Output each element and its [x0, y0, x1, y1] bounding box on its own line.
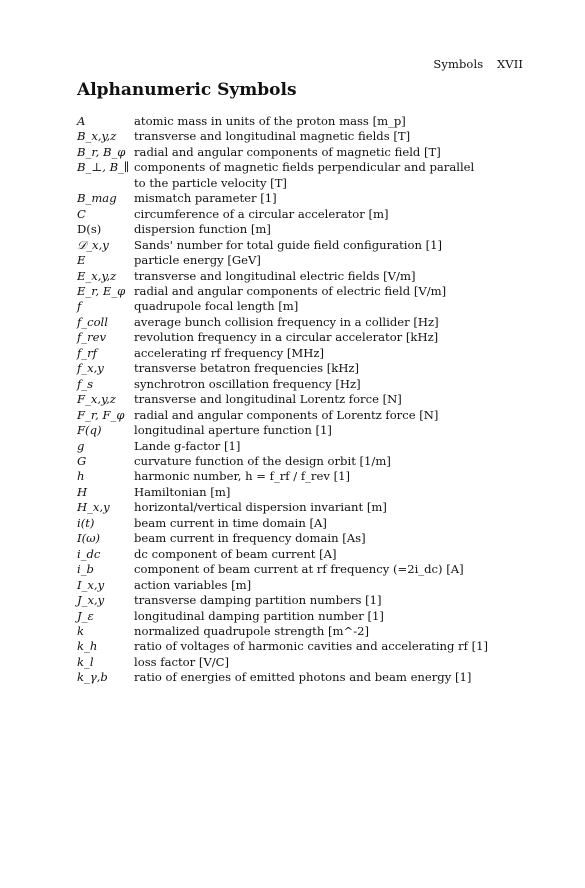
- symbol-row: [77, 346, 547, 361]
- symbol-notation: g: [77, 438, 85, 453]
- symbol-notation: f_rf: [77, 345, 97, 360]
- symbol-row: [77, 531, 547, 546]
- symbol-row: [77, 469, 547, 484]
- symbol-row: [77, 299, 547, 314]
- symbol-description: Hamiltonian [m]: [134, 484, 231, 499]
- symbol-notation: G: [77, 453, 87, 468]
- symbol-row: [77, 439, 547, 454]
- symbol-notation: f_coll: [77, 314, 108, 329]
- symbol-description: horizontal/vertical dispersion invariant [m]: [134, 500, 387, 515]
- symbol-row: [77, 145, 547, 160]
- symbol-notation: k_γ,b: [77, 670, 108, 685]
- symbol-notation: B_r, B_φ: [77, 144, 126, 159]
- symbol-row: [77, 129, 547, 144]
- symbol-notation: B_x,y,z: [77, 129, 117, 144]
- symbol-description: harmonic number, h = f_rf / f_rev [1]: [134, 469, 350, 484]
- symbol-row: [77, 114, 547, 129]
- symbol-row: [77, 392, 547, 407]
- symbol-row: [77, 253, 547, 268]
- symbol-notation: D(s): [77, 222, 102, 237]
- symbol-description: quadrupole focal length [m]: [134, 299, 299, 314]
- symbol-notation: E_x,y,z: [77, 268, 117, 283]
- symbol-description: Sands' number for total guide field configuration [1]: [134, 237, 443, 252]
- symbol-notation: C: [77, 206, 86, 221]
- symbol-description: curvature function of the design orbit [1/m]: [134, 453, 391, 468]
- symbol-description: synchrotron oscillation frequency [Hz]: [134, 376, 361, 391]
- symbol-description: normalized quadrupole strength [m^-2]: [134, 623, 370, 638]
- symbol-notation: H: [77, 484, 88, 499]
- symbol-notation: I(ω): [77, 531, 101, 546]
- symbol-notation: B_⊥, B_∥: [77, 160, 130, 175]
- symbol-description: transverse and longitudinal electric fields [V/m]: [134, 268, 416, 283]
- symbol-description: dc component of beam current [A]: [134, 546, 337, 561]
- symbol-row: [77, 377, 547, 392]
- symbol-row: [77, 593, 547, 608]
- symbol-notation: f_x,y: [77, 361, 104, 376]
- symbol-description: longitudinal aperture function [1]: [134, 423, 332, 438]
- symbol-notation: k: [77, 623, 85, 638]
- symbol-notation: I_x,y: [77, 577, 105, 592]
- symbol-row: [77, 516, 547, 531]
- symbol-description: radial and angular components of magnetic field [T]: [134, 144, 441, 159]
- symbol-row: [77, 670, 547, 685]
- symbol-row: [77, 408, 547, 423]
- symbol-notation: i(t): [77, 515, 95, 530]
- symbol-description: transverse damping partition numbers [1]: [134, 593, 382, 608]
- symbol-row: [77, 655, 547, 670]
- symbol-description: atomic mass in units of the proton mass [m_p]: [134, 114, 406, 128]
- header-page-number: XVII: [497, 57, 523, 71]
- symbol-description: radial and angular components of Lorentz force [N]: [134, 407, 439, 422]
- symbol-row: [77, 578, 547, 593]
- symbol-description: transverse betatron frequencies [kHz]: [134, 361, 360, 376]
- symbol-notation: k_l: [77, 654, 94, 669]
- symbol-row: [77, 191, 547, 206]
- header-section-name: Symbols: [433, 57, 484, 71]
- symbol-description: ratio of energies of emitted photons and beam energy [1]: [134, 670, 472, 685]
- symbol-description: particle energy [GeV]: [134, 253, 261, 268]
- symbol-row: [77, 624, 547, 639]
- symbol-notation: A: [77, 114, 86, 128]
- symbol-description: transverse and longitudinal magnetic fields [T]: [134, 129, 411, 144]
- symbol-description: components of magnetic fields perpendicular and parallel to the particle velocity [T]: [134, 160, 475, 190]
- symbol-notation: i_dc: [77, 546, 101, 561]
- symbol-row: [77, 639, 547, 654]
- symbol-description: dispersion function [m]: [134, 222, 271, 237]
- symbol-row: [77, 562, 547, 577]
- symbol-row: [77, 207, 547, 222]
- symbol-list: [77, 114, 547, 686]
- symbol-notation: f_s: [77, 376, 94, 391]
- symbol-description: longitudinal damping partition number [1]: [134, 608, 384, 623]
- symbol-row: [77, 485, 547, 500]
- running-header: [433, 57, 523, 71]
- symbol-notation: h: [77, 469, 85, 484]
- symbol-description: ratio of voltages of harmonic cavities and accelerating rf [1]: [134, 639, 489, 654]
- symbol-notation: E: [77, 253, 86, 268]
- symbol-notation: H_x,y: [77, 500, 110, 515]
- symbol-notation: f: [77, 299, 82, 314]
- symbol-notation: i_b: [77, 562, 94, 577]
- symbol-notation: F(q): [77, 423, 102, 438]
- symbol-description: mismatch parameter [1]: [134, 191, 277, 206]
- symbol-row: [77, 361, 547, 376]
- symbol-description: beam current in time domain [A]: [134, 515, 327, 530]
- symbol-description: action variables [m]: [134, 577, 252, 592]
- symbol-description: transverse and longitudinal Lorentz force [N]: [134, 392, 402, 407]
- symbol-description: average bunch collision frequency in a collider [Hz]: [134, 314, 439, 329]
- symbol-notation: k_h: [77, 639, 98, 654]
- symbol-description: component of beam current at rf frequency (=2i_dc) [A]: [134, 562, 464, 577]
- symbol-notation: J_ε: [77, 608, 94, 623]
- symbol-description: revolution frequency in a circular accelerator [kHz]: [134, 330, 439, 345]
- symbol-notation: B_mag: [77, 191, 117, 206]
- symbol-row: [77, 238, 547, 253]
- symbol-row: [77, 284, 547, 299]
- symbol-row: [77, 330, 547, 345]
- symbol-notation: F_x,y,z: [77, 392, 116, 407]
- symbol-description: accelerating rf frequency [MHz]: [134, 345, 325, 360]
- symbol-description: circumference of a circular accelerator [m]: [134, 206, 389, 221]
- symbol-row: [77, 423, 547, 438]
- symbol-row: [77, 160, 547, 191]
- symbol-row: [77, 547, 547, 562]
- symbol-notation: E_r, E_φ: [77, 283, 126, 298]
- symbol-description: loss factor [V/C]: [134, 654, 230, 669]
- symbol-description: beam current in frequency domain [As]: [134, 531, 366, 546]
- symbol-notation: 𝒟_x,y: [77, 237, 109, 252]
- symbol-notation: J_x,y: [77, 593, 105, 608]
- symbol-row: [77, 609, 547, 624]
- symbol-row: [77, 454, 547, 469]
- symbol-row: [77, 269, 547, 284]
- symbol-notation: f_rev: [77, 330, 107, 345]
- symbol-row: [77, 222, 547, 237]
- symbol-row: [77, 315, 547, 330]
- section-title: Alphanumeric Symbols: [77, 80, 297, 100]
- symbol-description: Lande g-factor [1]: [134, 438, 241, 453]
- symbol-description: radial and angular components of electric field [V/m]: [134, 283, 447, 298]
- symbol-notation: F_r, F_φ: [77, 407, 125, 422]
- symbol-row: [77, 500, 547, 515]
